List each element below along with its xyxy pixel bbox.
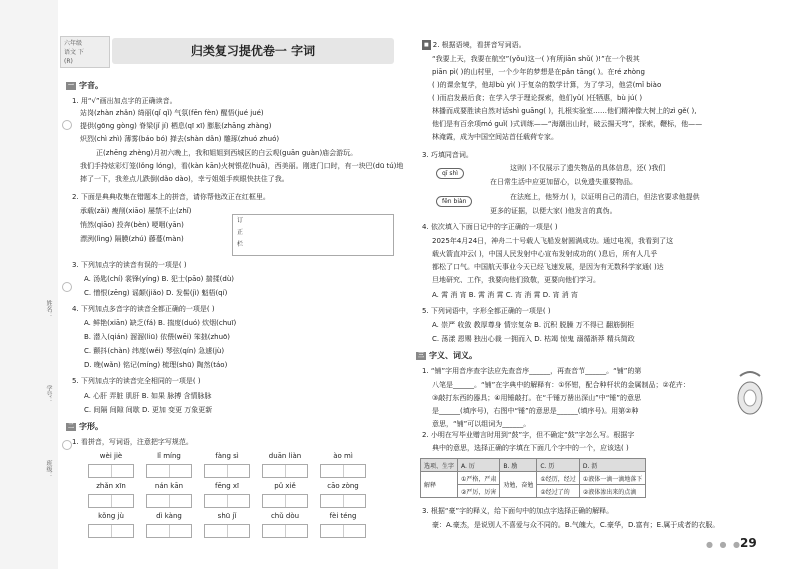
- r-question-4-passage: 旦地研究、工作，我要向他们致敬，更要向他们学习。: [432, 276, 600, 284]
- decorative-dots: ● ● ●: [706, 540, 743, 549]
- question-3-options: A. 汤匙(chí) 裳锋(yíng) B. 犯士(pāo) 揣揉(dù): [84, 275, 234, 283]
- section-label: 字义、词义。: [429, 351, 477, 360]
- r-question-2-passage: 林淹霞，成为中国空间站首任载荷专家。: [432, 133, 558, 141]
- pinyin: fēng xī: [215, 482, 239, 490]
- pinyin: pǔ xiě: [274, 482, 296, 490]
- binding-hole: [62, 120, 72, 130]
- box-label: 栏: [237, 241, 244, 248]
- writing-cell[interactable]: [204, 524, 250, 538]
- class-label: 班级：: [45, 460, 52, 478]
- r-question-3-text: 在日常生活中应更加留心，以免遗失重要物品。: [490, 178, 637, 186]
- pinyin-row: [82, 452, 372, 460]
- question-4-options: B. 潜入(qián) 溜溜(liū) 依偎(wēi) 笨拙(zhuō): [84, 333, 231, 341]
- question-2-row: 承载(zǎi) 瘦削(xiāo) 屡禁不止(zhǐ): [80, 207, 192, 215]
- table-cell: ①严格，严肃: [458, 472, 500, 485]
- section-meaning: [416, 350, 477, 361]
- question-5: 5. 下列加点字的读音完全相同的一项是( ): [72, 377, 201, 385]
- question-5-options: C. 间隔 间隙 间歇 D. 更加 变更 万象更新: [84, 406, 213, 414]
- table-cell: 选项、生字: [421, 459, 458, 472]
- question-1-passage: 我们手持炫彩灯笼(lǒng lóng)，看(kàn kān)火树银花(huā)，西美丽。刚进门口时，有一块巴(dū tú)地: [80, 162, 404, 170]
- question-1-row: 炽烈(chì zhì) 薄雾(báo bó) 掸去(shàn dǎn) 雕琢(zhuó zhuó): [80, 135, 280, 143]
- table-row: [421, 472, 646, 485]
- question-6: 1. 看拼音，写词语，注意把字写规范。: [72, 438, 193, 446]
- question-1-row: 站岗(zhàn zhǎn) 绮丽(qǐ qǐ) 气氛(fēn fèn) 醒悟(jué jué): [80, 109, 264, 117]
- table-cell: ①液体一滴一滴地落下: [579, 472, 645, 485]
- writing-cell[interactable]: [204, 464, 250, 478]
- table-cell: ②液体渗出来的点滴: [579, 485, 645, 498]
- writing-cell[interactable]: [88, 524, 134, 538]
- r-question-5-options: C. 荡漾 恩赐 独出心裁 一拥而入 D. 枯竭 惊鬼 溺循渐莽 精兵简政: [432, 335, 635, 343]
- subject-label: 语文 下: [64, 49, 84, 56]
- r-question-5: 5. 下列词语中，字形全都正确的一项是( ): [422, 307, 551, 315]
- grade-tab: [60, 36, 110, 68]
- r-question-6-text: ③敲打东西的器具；④用锤敲打。在“千锤万凿出深山”中“锤”的意思: [432, 394, 642, 402]
- question-4: 4. 下列加点多音字的读音全都正确的一项是( ): [72, 305, 215, 313]
- r-question-8: 3. 根据“豪”字的释义，给下面句中的加点字选择正确的解释。: [422, 507, 614, 515]
- pinyin: fàng sì: [215, 452, 239, 460]
- pinyin: wèi jiè: [99, 452, 123, 460]
- r-question-4-options: A. 霄 消 宵 B. 霄 消 霄 C. 宵 消 霄 D. 宵 消 宵: [432, 291, 579, 299]
- table-cell: ①经历，经过: [537, 472, 579, 485]
- question-2-row: 悄然(qiāo) 投奔(bèn) 哽咽(yān): [80, 221, 184, 229]
- pinyin: fèi téng: [329, 512, 357, 520]
- r-question-2-passage: “我要上天，我要在航空”(yǒu)这一( )有所jiān shǔ( )!”在一个极其: [432, 55, 640, 63]
- student-id-label: 学号：: [45, 385, 52, 403]
- question-3: 3. 下列加点字的读音有误的一项是( ): [72, 261, 187, 269]
- r-question-4-passage: 2025年4月24日，神舟二十号载人飞船发射圆满成功。通过电视，我看到了这: [432, 237, 674, 245]
- box-label: 正: [237, 229, 244, 236]
- section-label: 字形。: [79, 422, 103, 431]
- pinyin: dì kàng: [156, 512, 182, 520]
- r-question-3-text: 在法庭上，他努力( )，以证明自己的清白，但法官要求他提供: [510, 193, 700, 201]
- section-marker-icon: 一: [67, 81, 74, 89]
- r-question-7-text: 典中的意思，选择正确的字填在下面几个字中的一个，应该选( ): [432, 444, 629, 452]
- writing-cell[interactable]: [146, 494, 192, 508]
- writing-cell[interactable]: [320, 494, 366, 508]
- table-cell: A. 厉: [458, 459, 500, 472]
- question-4-options: D. 晚(wǎn) 铭记(míng) 梳理(shū) 陶然(táo): [84, 361, 228, 369]
- pinyin-row: [82, 482, 372, 490]
- r-question-6: 1. “铺”字用音序查字法应先查音序______，再查音节______。“铺”的第: [422, 367, 642, 375]
- question-1-passage: 正(zhēng zhèng)月初六晚上，我和姐姐到西城区的白云观(guān guàn)庙会游玩。: [96, 149, 358, 157]
- name-label: 姓名：: [45, 300, 52, 318]
- box-label: 订: [237, 217, 244, 224]
- r-question-8-text: 豪：A.豪杰，是说别人不喜爱与众不同的。B.气魄大，C.豪华，D.富有；E.属于成者的衣服。: [432, 521, 720, 529]
- r-question-3-text: 这则( )不仅展示了遗失物品的具体信息，还( )我们: [510, 164, 666, 172]
- writing-cell[interactable]: [262, 464, 308, 478]
- table-cell: 劝勉，奋勉: [500, 472, 537, 498]
- pinyin-pill: qī shì: [436, 168, 464, 179]
- writing-cell[interactable]: [262, 494, 308, 508]
- table-cell: D. 沥: [579, 459, 645, 472]
- binding-margin: [0, 0, 58, 569]
- writing-grid-row: [88, 464, 366, 478]
- writing-grid-row: [88, 494, 366, 508]
- badge-icon: ■: [424, 42, 429, 48]
- question-5-options: A. 心肝 弄脏 肌肝 B. 如果 脉搏 含情脉脉: [84, 392, 212, 400]
- pinyin: zhǎn xīn: [96, 482, 126, 490]
- edition-label: (R): [64, 58, 73, 65]
- table-cell: ②严厉，厉害: [458, 485, 500, 498]
- table-cell: C. 历: [537, 459, 579, 472]
- r-question-7-label: 2. 小明在写毕业赠言时用到“鼓”字，但不确定“鼓”字怎么写。根据字: [422, 431, 635, 439]
- r-question-3-text: 更多的证据，以便大家( )他发言的真伪。: [490, 207, 617, 215]
- r-question-2-passage: 林播而成要胜读自然对话shì guāng( )，扎根实验室……他们精神像大树上的zì gě( ),: [432, 107, 697, 115]
- r-question-2-passage: 他们是有百余项mó guǐ( )式训练——“海潮出山时，破云揚天穹”，探索，鞭标，他——: [432, 120, 703, 128]
- writing-cell[interactable]: [146, 524, 192, 538]
- pinyin: ào mì: [333, 452, 353, 460]
- table-cell: ②经过了的: [537, 485, 579, 498]
- page-title: 归类复习提优卷一 字词: [112, 38, 394, 64]
- hammer-figure-icon: [730, 368, 770, 418]
- section-label: 字音。: [79, 81, 103, 90]
- writing-cell[interactable]: [262, 524, 308, 538]
- writing-cell[interactable]: [320, 464, 366, 478]
- pinyin-row: [82, 512, 372, 520]
- question-2: 2. 下面是典典收集在错题本上的拼音，请你帮他改正在红框里。: [72, 193, 270, 201]
- r-question-2-passage: piān pì( )的山村里，一个少年的梦想是在pǎn tāng( )。在ré zhòng: [432, 68, 645, 76]
- section-marker-icon: 三: [417, 351, 424, 359]
- binding-hole: [62, 440, 72, 450]
- writing-grid-row: [88, 524, 366, 538]
- writing-cell[interactable]: [204, 494, 250, 508]
- pinyin: shū jǐ: [217, 512, 237, 520]
- writing-cell[interactable]: [88, 494, 134, 508]
- r-question-3: 3. 巧填同音词。: [422, 151, 473, 159]
- section-marker-icon: 二: [67, 422, 74, 430]
- pinyin: kǒng jù: [98, 512, 124, 520]
- question-4-options: C. 颤抖(chàn) 纬度(wěi) 琴弦(qín) 急遽(jù): [84, 347, 225, 355]
- r-question-2-text: 2. 根据语境，看拼音写词语。: [432, 41, 526, 49]
- binding-hole: [62, 282, 72, 292]
- dictionary-table: [420, 458, 646, 498]
- writing-cell[interactable]: [88, 464, 134, 478]
- r-question-2-passage: ( )而启发最后食；在学入学于理论探索，他们yǔ( )任牺惠，bù jú( ): [432, 94, 643, 102]
- table-cell: B. 励: [500, 459, 537, 472]
- r-question-4-passage: 都松了口气。中国航天事业今天已经飞速发展，是因为有无数科学家通( )达: [432, 263, 664, 271]
- section-character-form: [66, 421, 103, 432]
- writing-cell[interactable]: [146, 464, 192, 478]
- table-cell: 解释: [421, 472, 458, 498]
- pinyin: duān liàn: [268, 452, 302, 460]
- table-header-row: [421, 459, 646, 472]
- writing-cell[interactable]: [320, 524, 366, 538]
- r-question-6-text: 是______(填序号)，右图中“锤”的意思是______(填序号)。用第②种: [432, 407, 639, 415]
- pinyin: chǔ dòu: [270, 512, 300, 520]
- r-question-4: 4. 依次填入下面日记中的字正确的一项是( ): [422, 223, 558, 231]
- r-question-2-passage: ( )的课余复学，他却bù yì( )于复杂的数学计算，为了学习，他尝(mǐ biào: [432, 81, 662, 89]
- page-number: 29: [740, 536, 757, 550]
- pinyin: lǐ míng: [157, 452, 181, 460]
- question-2-row: 漂洌(lìng) 隔膜(zhú) 藤蔓(màn): [80, 235, 184, 243]
- section-pronunciation: [66, 80, 103, 91]
- r-question-2: [422, 40, 526, 50]
- question-4-options: A. 鲜艳(xiān) 缺乏(fá) B. 揣度(duó) 炊烟(chuī): [84, 319, 237, 327]
- r-question-6-text: 八笔是______。“铺”在字典中的解释有：①怀钳，配合种杆状的金属制品；②花卉：: [432, 381, 690, 389]
- grade-label: 六年级: [64, 40, 83, 47]
- r-question-4-passage: 载火箭直冲云( )，中国人民发射中心宣布发射成功的( )息后，所有人几乎: [432, 250, 658, 258]
- question-1-row: 提供(gōng gòng) 脊梁(jǐ jí) 栖息(qī xī) 膨胀(zhāng zhàng): [80, 122, 272, 130]
- pinyin-pill: fēn biàn: [436, 196, 472, 207]
- pinyin: nán kān: [154, 482, 184, 490]
- question-3-options: C. 憎恨(zēng) 谣颠(jiǎo) D. 发髻(jì) 魁梧(qí): [84, 289, 228, 297]
- pinyin: cāo zòng: [327, 482, 359, 490]
- r-question-6-text: 意思，“铺”可以组词为______。: [432, 420, 531, 428]
- correction-box[interactable]: [232, 214, 394, 256]
- question-1-passage: 摔了一下，我差点儿跌倒(dǎo dào)，幸亏姐姐手疾眼快扶住了我。: [80, 175, 289, 183]
- r-question-5-options: A. 崇严 收敛 教厚尊身 情宗复杂 B. 沉积 脱臊 万不得已 翻筋倒柜: [432, 321, 634, 329]
- question-1: 1. 用“√”画出加点字的正确读音。: [72, 97, 177, 105]
